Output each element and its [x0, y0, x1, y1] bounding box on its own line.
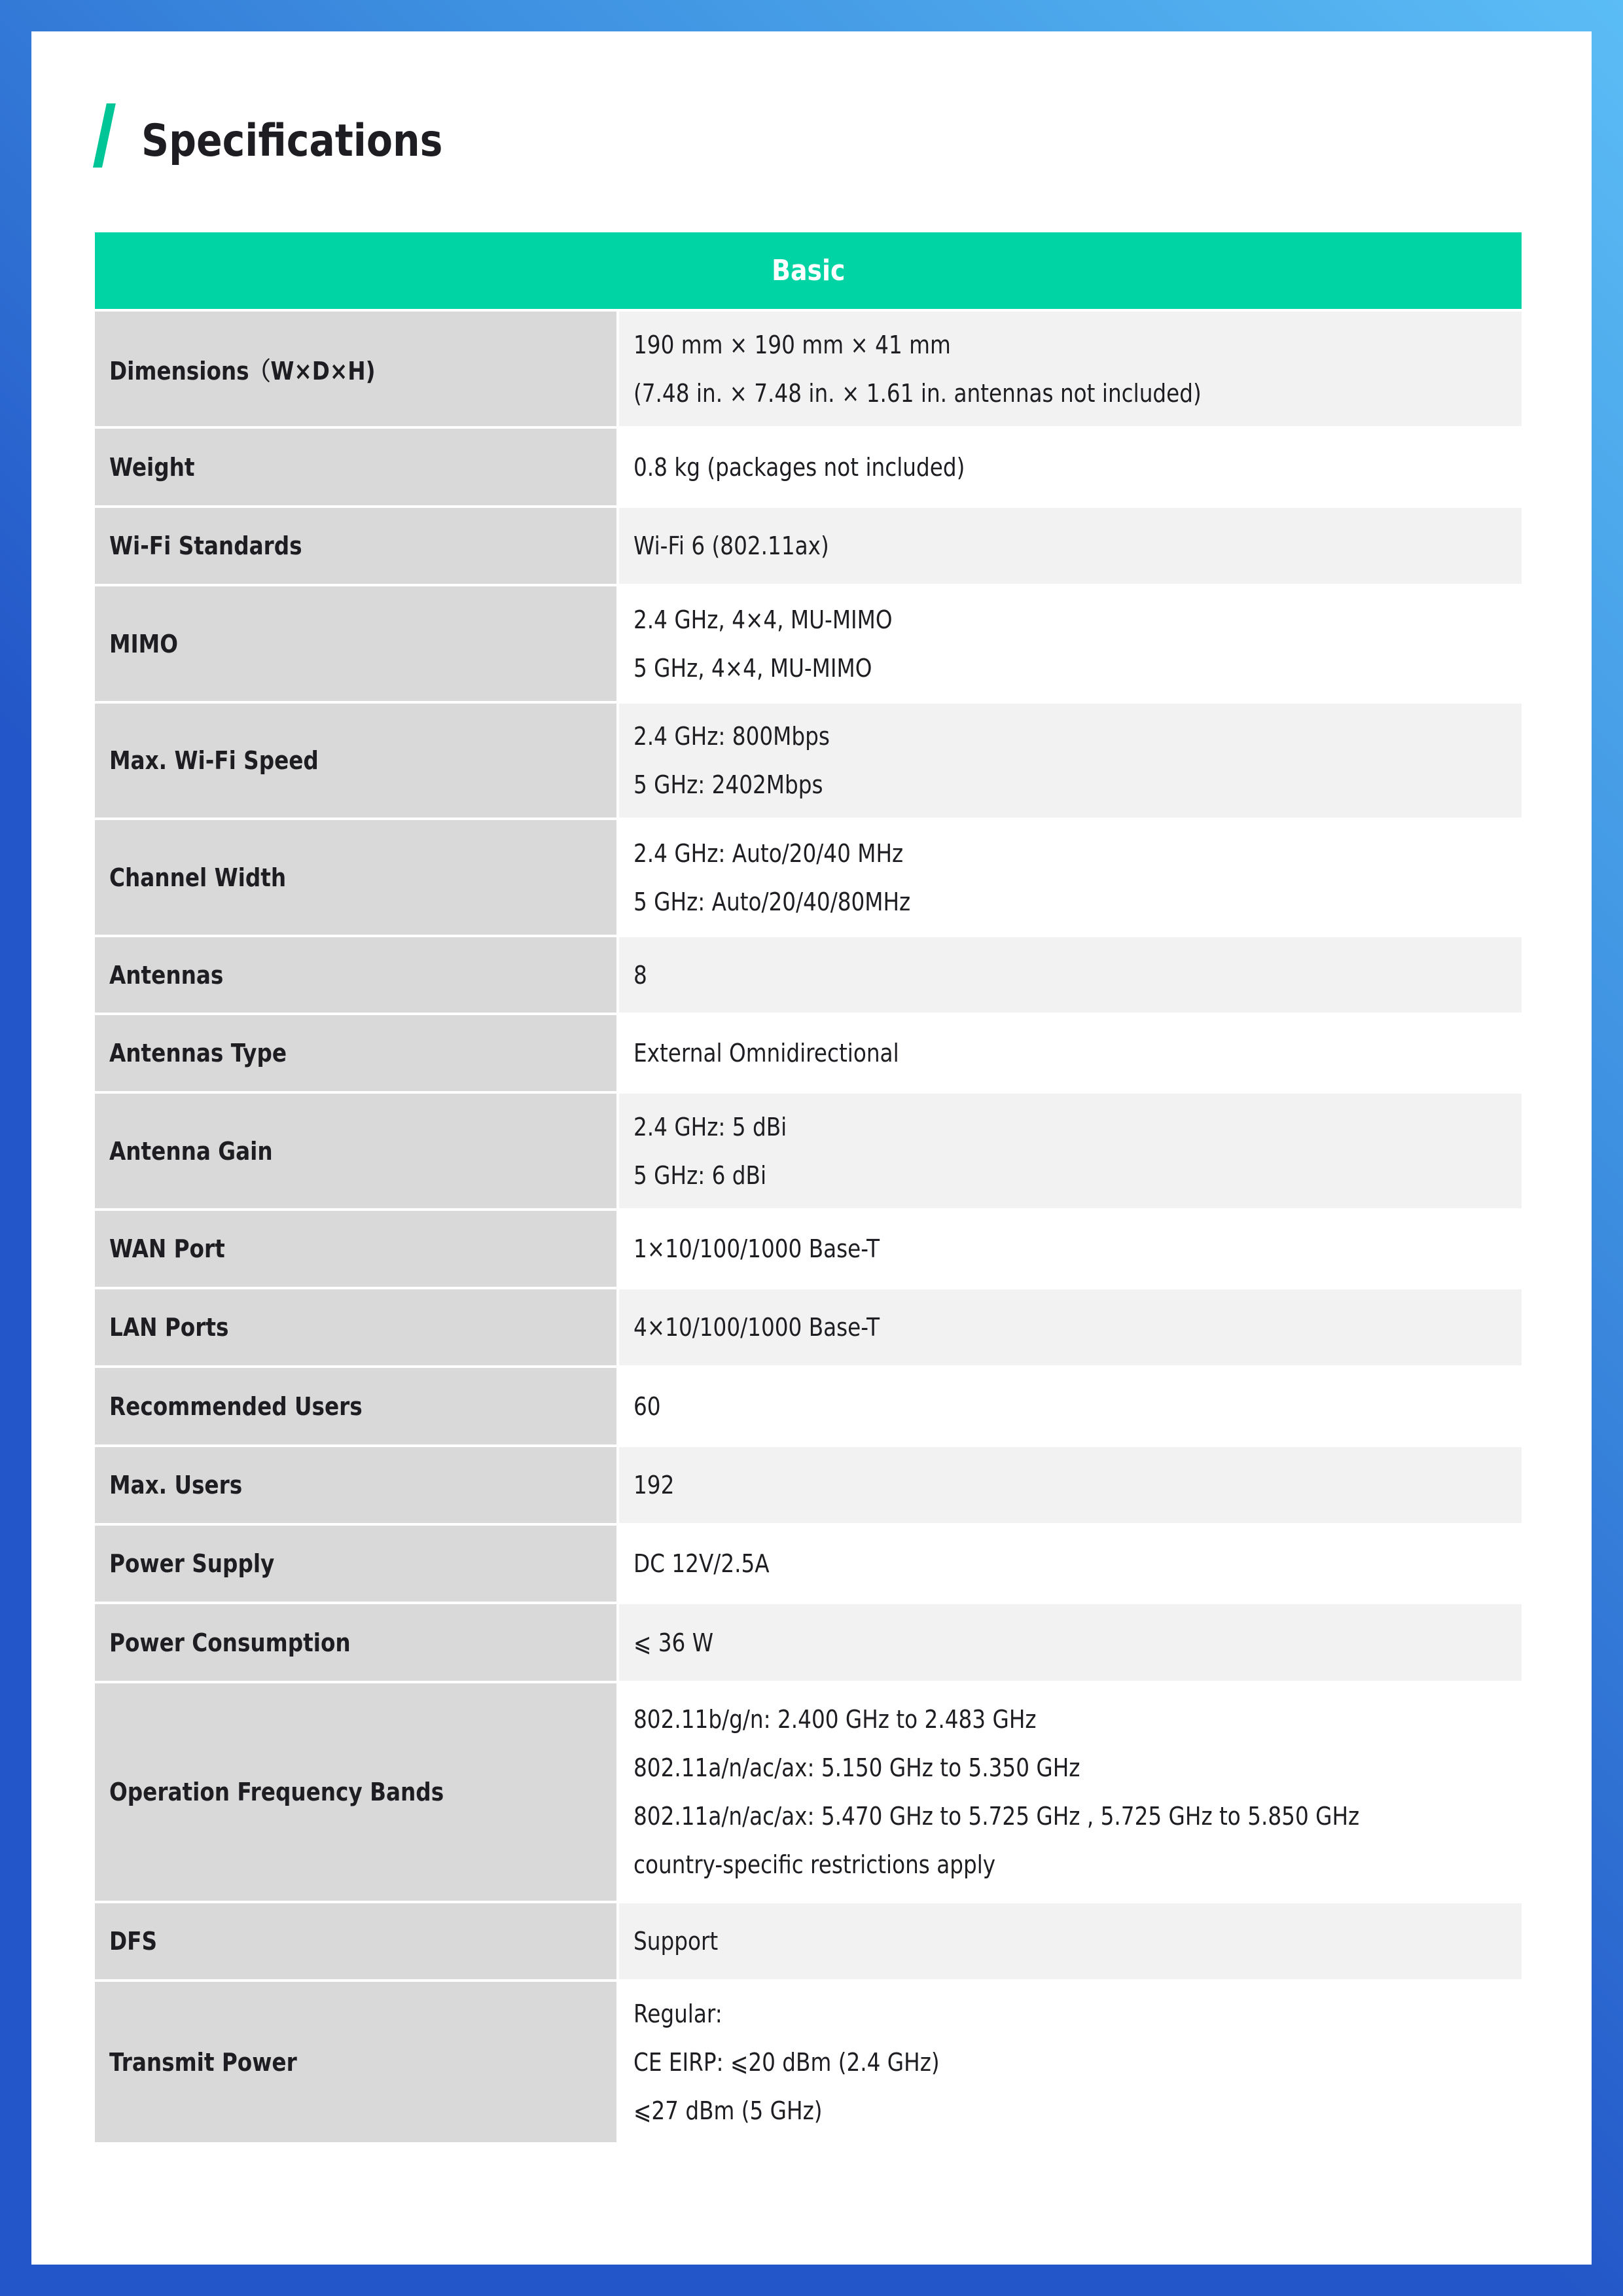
spec-label: Recommended Users	[109, 1391, 363, 1421]
spec-value-line: ⩽27 dBm (5 GHz)	[633, 2096, 823, 2125]
table-row	[95, 1368, 1522, 1444]
spec-value-line: 1×10/100/1000 Base-T	[633, 1234, 880, 1263]
spec-value-cell	[619, 1368, 1522, 1444]
section-header-basic	[95, 232, 1522, 309]
spec-value-cell	[619, 312, 1522, 426]
spec-value-line: 5 GHz: 6 dBi	[633, 1160, 767, 1190]
spec-value-cell	[619, 937, 1522, 1013]
table-row	[95, 1015, 1522, 1091]
table-row	[95, 1683, 1522, 1901]
table-row	[95, 1094, 1522, 1208]
table-row	[95, 820, 1522, 935]
spec-label: Transmit Power	[109, 2047, 297, 2077]
spec-label-cell	[95, 704, 616, 817]
spec-label-cell	[95, 1903, 616, 1979]
spec-value-line: 192	[633, 1471, 675, 1499]
spec-label-cell	[95, 1604, 616, 1681]
spec-value-line: 60	[633, 1391, 661, 1421]
spec-label: Max. Users	[109, 1471, 243, 1499]
spec-value-cell	[619, 1683, 1522, 1901]
spec-value-cell	[619, 1526, 1522, 1602]
spec-value-line: 2.4 GHz: 5 dBi	[633, 1112, 787, 1141]
spec-label-cell	[95, 1094, 616, 1208]
table-row	[95, 1526, 1522, 1602]
spec-value-cell	[619, 1604, 1522, 1681]
spec-label: Operation Frequency Bands	[109, 1778, 444, 1806]
spec-value-cell	[619, 586, 1522, 701]
spec-label: Dimensions（W×D×H)	[109, 357, 376, 386]
spec-value-line: 802.11a/n/ac/ax: 5.150 GHz to 5.350 GHz	[633, 1753, 1080, 1782]
spec-label: Power Consumption	[109, 1628, 351, 1657]
spec-value-cell	[619, 1982, 1522, 2142]
spec-value-line: 2.4 GHz, 4×4, MU-MIMO	[633, 605, 893, 634]
spec-label: Antennas	[109, 960, 224, 990]
spec-value-line: 5 GHz: Auto/20/40/80MHz	[633, 887, 911, 916]
table-row	[95, 704, 1522, 817]
spec-label-cell	[95, 312, 616, 426]
spec-label-cell	[95, 1447, 616, 1523]
spec-value-line: CE EIRP: ⩽20 dBm (2.4 GHz)	[633, 2047, 940, 2077]
spec-value-line: 190 mm × 190 mm × 41 mm	[633, 330, 951, 359]
spec-label-cell	[95, 1289, 616, 1365]
spec-value-line: 4×10/100/1000 Base-T	[633, 1313, 880, 1342]
spec-label-cell	[95, 1982, 616, 2142]
section-header-label: Basic	[771, 254, 846, 287]
spec-value-line: 2.4 GHz: 800Mbps	[633, 722, 830, 751]
spec-value-line: 0.8 kg (packages not included)	[633, 452, 965, 482]
spec-label: WAN Port	[109, 1234, 225, 1263]
table-row	[95, 937, 1522, 1013]
spec-value-line: DC 12V/2.5A	[633, 1549, 770, 1578]
table-row	[95, 1211, 1522, 1287]
spec-label-cell	[95, 1526, 616, 1602]
spec-label: MIMO	[109, 629, 178, 658]
spec-value-line: 8	[633, 960, 647, 990]
spec-label-cell	[95, 1368, 616, 1444]
table-row	[95, 1447, 1522, 1523]
spec-label: Antennas Type	[109, 1039, 287, 1067]
table-row	[95, 1903, 1522, 1979]
spec-value-line: 802.11b/g/n: 2.400 GHz to 2.483 GHz	[633, 1705, 1037, 1734]
spec-value-cell	[619, 1094, 1522, 1208]
spec-value-cell	[619, 1903, 1522, 1979]
spec-label-cell	[95, 586, 616, 701]
spec-value-cell	[619, 1289, 1522, 1365]
table-row	[95, 586, 1522, 701]
spec-value-line: ⩽ 36 W	[633, 1628, 714, 1657]
spec-value-line: 2.4 GHz: Auto/20/40 MHz	[633, 838, 904, 868]
spec-label: DFS	[109, 1927, 157, 1956]
spec-value-line: Regular:	[633, 1999, 722, 2028]
spec-label: Power Supply	[109, 1549, 275, 1578]
spec-label: Wi-Fi Standards	[109, 531, 302, 560]
table-row	[95, 312, 1522, 426]
spec-value-cell	[619, 1447, 1522, 1523]
spec-label-cell	[95, 937, 616, 1013]
spec-label: Weight	[109, 452, 195, 482]
spec-label-cell	[95, 508, 616, 584]
spec-label-cell	[95, 1015, 616, 1091]
table-row	[95, 429, 1522, 505]
spec-label: Max. Wi-Fi Speed	[109, 746, 319, 775]
spec-label: LAN Ports	[109, 1313, 229, 1342]
page-title: Specifications	[141, 115, 443, 167]
table-row	[95, 1604, 1522, 1681]
spec-value-cell	[619, 1211, 1522, 1287]
spec-value-line: (7.48 in. × 7.48 in. × 1.61 in. antennas not included)	[633, 378, 1202, 408]
spec-value-line: 5 GHz, 4×4, MU-MIMO	[633, 653, 872, 683]
spec-value-line: 802.11a/n/ac/ax: 5.470 GHz to 5.725 GHz , 5.725 GHz to 5.850 GHz	[633, 1802, 1360, 1831]
spec-label: Antenna Gain	[109, 1136, 273, 1166]
spec-value-cell	[619, 429, 1522, 505]
spec-value-cell	[619, 704, 1522, 817]
spec-value-line: country-specific restrictions apply	[633, 1850, 996, 1879]
spec-value-cell	[619, 820, 1522, 935]
spec-label: Channel Width	[109, 863, 287, 892]
spec-value-line: External Omnidirectional	[633, 1039, 899, 1067]
spec-label-cell	[95, 1211, 616, 1287]
spec-value-cell	[619, 1015, 1522, 1091]
spec-label-cell	[95, 820, 616, 935]
spec-value-cell	[619, 508, 1522, 584]
table-row	[95, 1289, 1522, 1365]
specifications-table	[95, 232, 1522, 2145]
table-row	[95, 1982, 1522, 2142]
spec-label-cell	[95, 1683, 616, 1901]
spec-value-line: Support	[633, 1927, 719, 1956]
spec-label-cell	[95, 429, 616, 505]
table-row	[95, 508, 1522, 584]
spec-value-line: 5 GHz: 2402Mbps	[633, 770, 823, 799]
spec-value-line: Wi-Fi 6 (802.11ax)	[633, 531, 829, 560]
table-body	[95, 312, 1522, 2142]
